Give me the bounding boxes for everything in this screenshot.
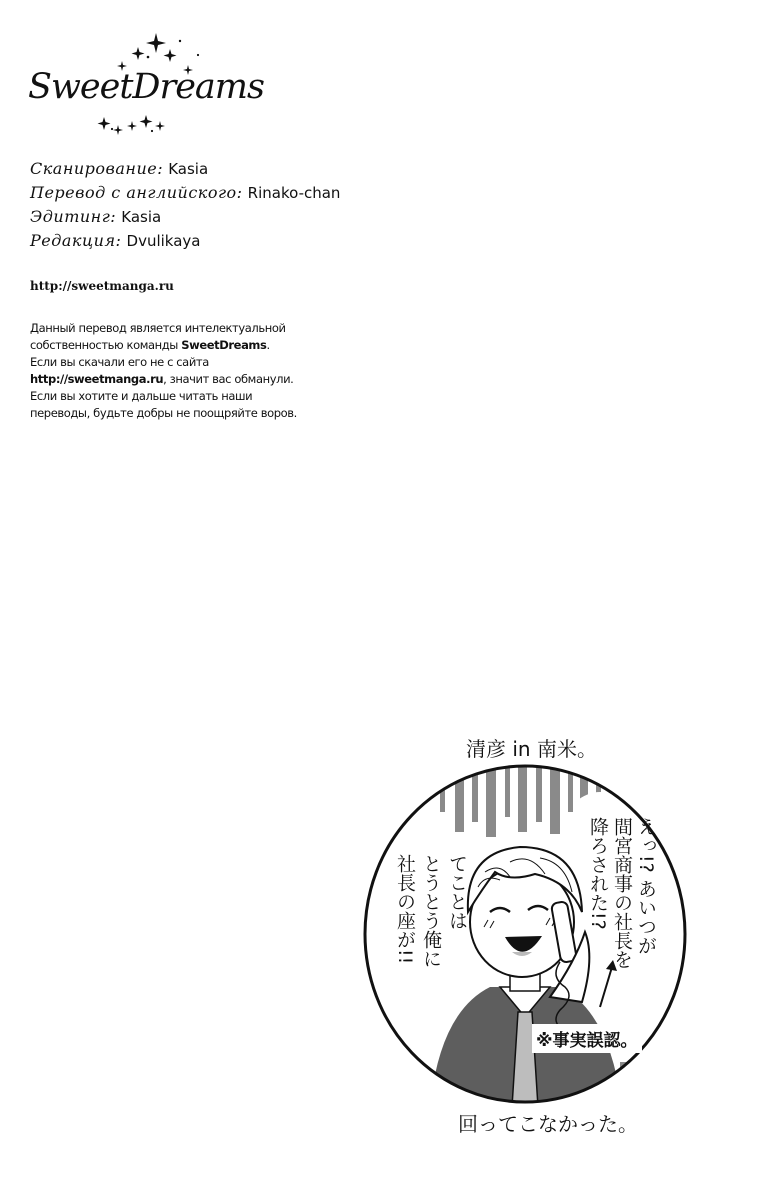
notice-text: собственностью команды xyxy=(30,338,182,352)
credits-list xyxy=(30,157,340,253)
notice-line xyxy=(30,337,330,354)
notice-text: , значит вас обманули. xyxy=(163,372,294,386)
team-logo xyxy=(20,25,264,145)
credit-value: Dvulikaya xyxy=(126,232,201,250)
credit-translation xyxy=(30,181,340,205)
credit-value: Kasia xyxy=(168,160,209,178)
manga-illustration xyxy=(360,762,690,1107)
credit-label: Эдитинг: xyxy=(30,207,117,226)
credit-value: Rinako-chan xyxy=(247,184,341,202)
notice-link: http://sweetmanga.ru xyxy=(30,372,164,386)
notice-line: переводы, будьте добры не поощряйте воров. xyxy=(30,406,297,420)
notice-line xyxy=(30,371,330,388)
credit-proofreading xyxy=(30,229,340,253)
credit-label: Сканирование: xyxy=(30,159,164,178)
manga-caption-bottom: 回ってこなかった。 xyxy=(458,1112,638,1136)
notice-line: Если вы хотите и дальше читать наши xyxy=(30,389,253,403)
manga-caption-top: 清彦 in 南米。 xyxy=(466,737,597,761)
copyright-notice xyxy=(30,320,330,422)
credit-value: Kasia xyxy=(121,208,162,226)
speech-left-col1: てことは xyxy=(446,854,468,930)
speech-left-col3: 社長の座が!! xyxy=(394,854,416,965)
notice-text: . xyxy=(266,338,270,352)
credit-label: Перевод с английского: xyxy=(30,183,243,202)
credit-label: Редакция: xyxy=(30,231,122,250)
notice-team-name: SweetDreams xyxy=(181,338,267,352)
notice-line: Если вы скачали его не с сайта xyxy=(30,355,209,369)
notice-line: Данный перевод является интелектуальной xyxy=(30,321,286,335)
manga-note: ※事実誤認。 xyxy=(532,1024,642,1053)
speech-left-col2: とうとう俺に xyxy=(420,854,442,968)
credit-scan xyxy=(30,157,340,181)
speech-right-col1: えっ!? あいつが xyxy=(635,817,657,955)
credit-editing xyxy=(30,205,340,229)
site-link: http://sweetmanga.ru xyxy=(30,279,174,293)
speech-right-col3: 降ろされた!? xyxy=(587,817,609,930)
logo-text: SweetDreams xyxy=(28,67,264,107)
speech-right-col2: 間宮商事の社長を xyxy=(611,817,633,969)
